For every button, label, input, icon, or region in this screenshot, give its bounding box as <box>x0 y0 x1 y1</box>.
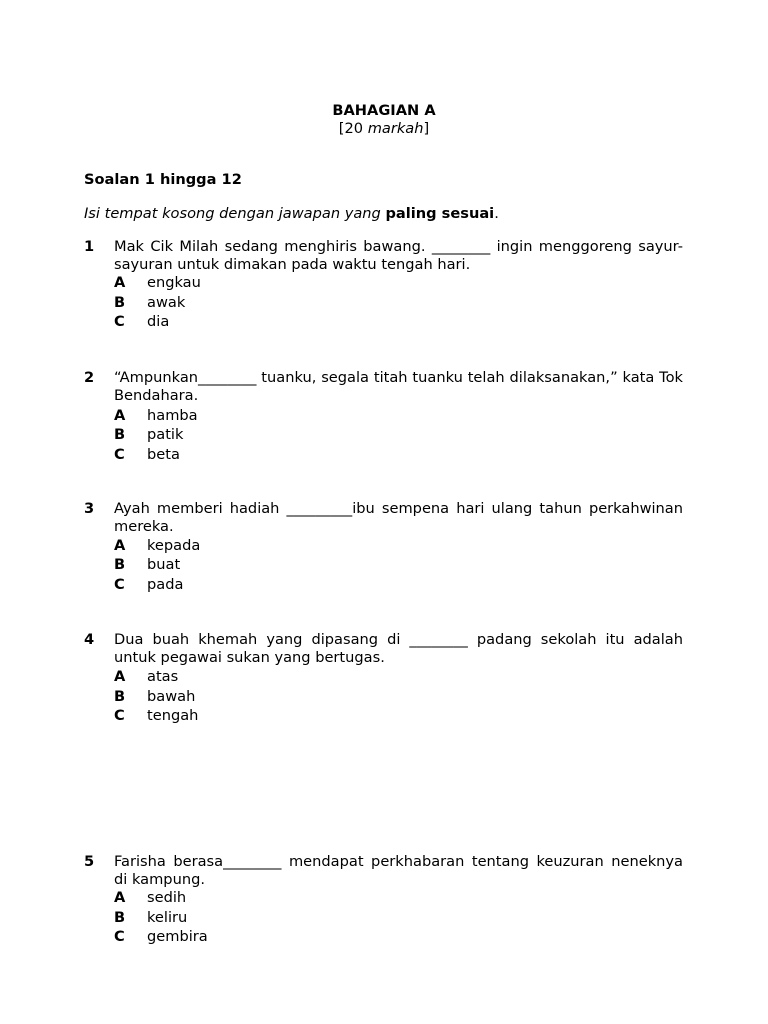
option-b[interactable] <box>114 688 195 706</box>
option-text: dia <box>147 313 170 330</box>
option-text: tengah <box>147 707 199 724</box>
option-letter: C <box>114 707 125 724</box>
instruction-prefix: Isi tempat kosong dengan jawapan yang <box>84 205 386 222</box>
marks-label <box>0 120 768 138</box>
option-a[interactable] <box>114 537 200 555</box>
question-text: Dua buah khemah yang dipasang di ________ padang sekolah itu adalah untuk pegawai sukan yang bertugas. <box>114 631 683 666</box>
option-text: beta <box>147 446 180 463</box>
question-text: “Ampunkan________ tuanku, segala titah tuanku telah dilaksanakan,” kata Tok Bendahara. <box>114 369 683 404</box>
option-c[interactable] <box>114 928 208 946</box>
option-letter: A <box>114 407 126 424</box>
option-text: kepada <box>147 537 201 554</box>
question-text: Ayah memberi hadiah _________ibu sempena hari ulang tahun perkahwinan mereka. <box>114 500 683 535</box>
option-text: pada <box>147 576 184 593</box>
option-text: buat <box>147 556 181 573</box>
question-text: Mak Cik Milah sedang menghiris bawang. ________ ingin menggoreng sayur-sayuran untuk dimakan pada waktu tengah hari. <box>114 238 683 273</box>
option-letter: A <box>114 668 126 685</box>
option-text: sedih <box>147 889 187 906</box>
option-letter: B <box>114 688 126 705</box>
instruction-emphasis: paling sesuai <box>385 205 495 222</box>
section-heading: BAHAGIAN A <box>332 102 436 119</box>
option-letter: B <box>114 909 126 926</box>
option-text: hamba <box>147 407 198 424</box>
option-letter: B <box>114 294 126 311</box>
option-text: patik <box>147 426 184 443</box>
option-c[interactable] <box>114 313 169 331</box>
option-a[interactable] <box>114 274 201 292</box>
option-letter: A <box>114 889 126 906</box>
instruction-suffix: . <box>494 205 499 222</box>
option-a[interactable] <box>114 407 198 425</box>
question-text: Farisha berasa________ mendapat perkhabaran tentang keuzuran neneknya di kampung. <box>114 853 683 888</box>
option-letter: C <box>114 446 125 463</box>
option-text: awak <box>147 294 186 311</box>
option-text: engkau <box>147 274 201 291</box>
question-range-title: Soalan 1 hingga 12 <box>84 171 242 188</box>
option-letter: B <box>114 556 126 573</box>
option-b[interactable] <box>114 426 183 444</box>
option-text: keliru <box>147 909 188 926</box>
option-letter: A <box>114 274 126 291</box>
option-b[interactable] <box>114 909 187 927</box>
question-number: 4 <box>84 631 95 648</box>
marks-open: [20 <box>338 120 368 137</box>
option-c[interactable] <box>114 576 183 594</box>
option-b[interactable] <box>114 294 185 312</box>
question-number: 5 <box>84 853 95 870</box>
option-letter: A <box>114 537 126 554</box>
option-b[interactable] <box>114 556 180 574</box>
marks-word: markah <box>367 120 424 137</box>
question-number: 1 <box>84 238 95 255</box>
question-number: 2 <box>84 369 95 386</box>
option-text: bawah <box>147 688 196 705</box>
option-letter: C <box>114 576 125 593</box>
option-a[interactable] <box>114 889 186 907</box>
option-a[interactable] <box>114 668 178 686</box>
question-number: 3 <box>84 500 95 517</box>
option-text: atas <box>147 668 179 685</box>
option-letter: C <box>114 928 125 945</box>
option-c[interactable] <box>114 707 198 725</box>
option-text: gembira <box>147 928 208 945</box>
option-c[interactable] <box>114 446 180 464</box>
instruction <box>84 205 499 223</box>
option-letter: C <box>114 313 125 330</box>
marks-close: ] <box>423 120 430 137</box>
option-letter: B <box>114 426 126 443</box>
